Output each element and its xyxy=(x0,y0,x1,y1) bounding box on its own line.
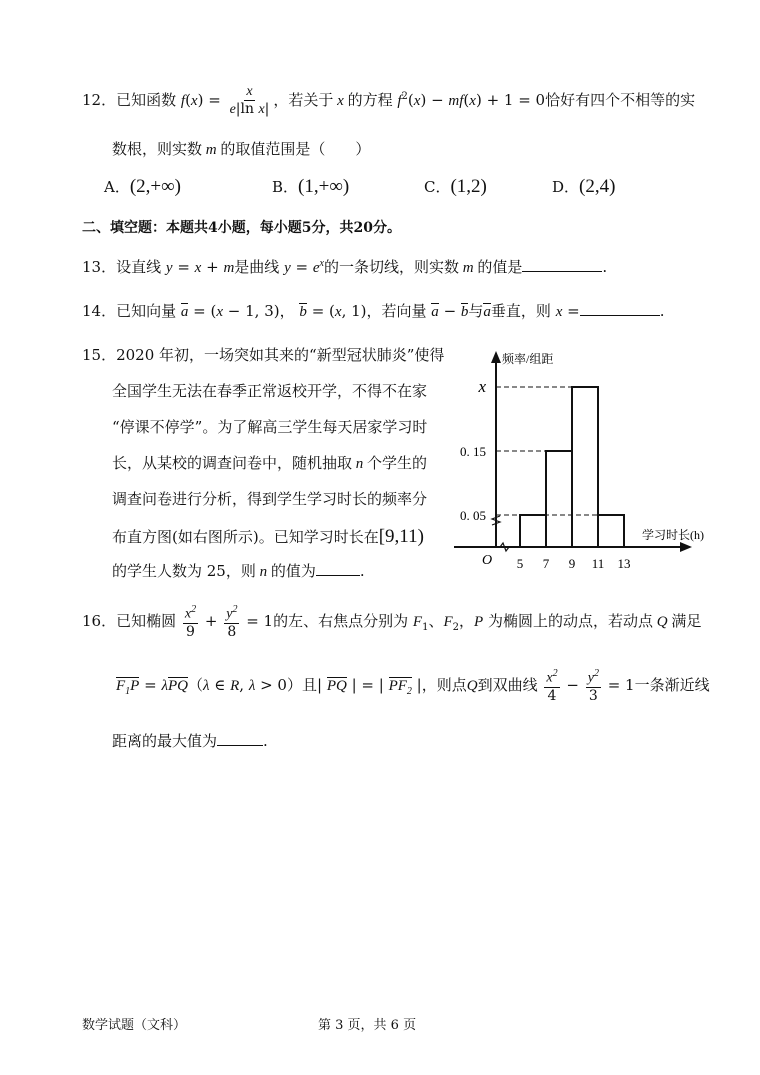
q16-end: . xyxy=(263,732,268,750)
q15-text: 的值为 xyxy=(270,562,316,580)
q15-line7: 的学生人数为 25，则 n 的值为 . xyxy=(112,562,365,580)
x-tick-label: 5 xyxy=(516,556,524,571)
q12-text6: 的取值范围是（ ） xyxy=(220,140,371,158)
q15-text: 2020 年初，一场突如其来的“新型冠状肺炎”使得 xyxy=(116,346,445,364)
q12-line1: 12．已知函数 f(x) = $\frac{x}{\text{e|ln x|}}$ ，若关于 x 的方程 $f^2(x) - mf(x) + 1 = 0$恰好有四个不相等的实 xyxy=(82,84,696,118)
option-value: (1,2) xyxy=(450,176,487,197)
q16-text2: 的左、右焦点分别为 xyxy=(273,611,409,630)
q15-line3: “停课不停学”。为了解高三学生每天居家学习时 xyxy=(112,418,428,436)
q14-text5: 垂直，则 xyxy=(490,302,551,320)
answer-blank xyxy=(580,315,660,316)
q12-option-a xyxy=(104,176,181,199)
q15-text: 长，从某校的调查问卷中，随机抽取 xyxy=(112,454,353,472)
option-label: A． xyxy=(104,178,130,196)
q16-line3 xyxy=(112,732,268,750)
q12-text5: 数根，则实数 xyxy=(112,140,203,158)
q13-text3: 的一条切线，则实数 xyxy=(324,258,460,276)
q16-text4: 满足 xyxy=(671,611,702,630)
y-tick-label: x xyxy=(478,377,486,396)
axis-break-y xyxy=(492,516,500,525)
q12-number: 12． xyxy=(82,91,117,110)
y-axis-label: 频率/组距 xyxy=(502,352,554,366)
q16-number: 16． xyxy=(82,611,117,630)
answer-blank xyxy=(522,271,602,272)
q15-end: . xyxy=(359,562,365,580)
q13-text4: 的值是 xyxy=(477,258,523,276)
q14: 14．已知向量 a = (x − 1, 3)， b = (x, 1)，若向量 a − b与a垂直，则 x = . xyxy=(82,302,665,320)
q15-line5: 调查问卷进行分析，得到学生学习时长的频率分 xyxy=(112,490,428,508)
q14-number: 14． xyxy=(82,302,117,320)
x-axis-arrow xyxy=(680,542,692,552)
histogram-bar xyxy=(572,387,598,547)
q13-text2: 是曲线 xyxy=(234,258,280,276)
y-axis-arrow xyxy=(491,351,501,363)
q13-number: 13． xyxy=(82,258,117,276)
answer-blank xyxy=(316,575,360,576)
q16-text8: 一条渐近线 xyxy=(634,675,710,694)
q15-text: 布直方图(如右图所示)。已知学习时长在 xyxy=(112,528,379,546)
q12-text3: 的方程 xyxy=(347,91,393,110)
option-label: C． xyxy=(424,178,451,196)
q15-line1 xyxy=(82,346,444,364)
x-tick-label: 11 xyxy=(591,556,605,571)
q15-number: 15． xyxy=(82,346,117,364)
q12-text2: ，若关于 xyxy=(273,91,334,110)
q15-text: 的学生人数为 25，则 xyxy=(112,562,256,580)
histogram-bar xyxy=(520,515,546,547)
q13-text1: 设直线 xyxy=(116,258,162,276)
q15-line2: 全国学生无法在春季正常返校开学，不得不在家 xyxy=(112,382,428,400)
q15-line6 xyxy=(112,526,424,549)
q13-end: . xyxy=(602,258,608,276)
footer-subject: 数学试题（文科） xyxy=(82,1018,187,1033)
q14-text2: ， xyxy=(279,302,295,320)
q16-text5: 且 xyxy=(301,675,317,694)
histogram-bar xyxy=(598,515,624,547)
q14-end: . xyxy=(659,302,665,320)
y-tick-label: 0. 15 xyxy=(460,444,486,459)
q12-option-c xyxy=(424,176,487,199)
q12-option-d xyxy=(552,176,615,199)
option-label: D． xyxy=(552,178,580,196)
q12-text4: 恰好有四个不相等的实 xyxy=(545,91,696,110)
option-label: B． xyxy=(272,178,299,196)
x-tick-label: 9 xyxy=(568,556,576,571)
q12-line2: 数根，则实数 m 的取值范围是（ ） xyxy=(112,140,371,158)
q16-text9: 距离的最大值为 xyxy=(112,732,218,750)
section-heading: 二、填空题：本题共4小题，每小题5分，共20分。 xyxy=(82,220,401,236)
histogram xyxy=(446,345,706,575)
origin-label: O xyxy=(482,553,493,568)
q14-text1: 已知向量 xyxy=(116,302,177,320)
x-tick-label: 13 xyxy=(617,556,631,571)
y-tick-label: 0. 05 xyxy=(460,508,486,523)
q12-fraction: $\frac{x}{\text{e|ln x|}}$ xyxy=(229,84,270,118)
q16-text3: 为椭圆上的动点，若动点 xyxy=(487,611,653,630)
x-tick-label: 7 xyxy=(542,556,550,571)
q16-text6: ，则点 xyxy=(421,675,467,694)
q12-text: 已知函数 xyxy=(116,91,177,110)
q13: 13．设直线 y = x + m是曲线 $y = e^x$的一条切线，则实数 m 的值是 . xyxy=(82,258,608,276)
q16-text1: 已知椭圆 xyxy=(116,611,177,630)
q15-text: 个学生的 xyxy=(367,454,428,472)
histogram-bar xyxy=(546,451,572,547)
option-value: (2,4) xyxy=(579,176,616,197)
x-axis-label: 学习时长(h) xyxy=(642,528,704,542)
interval-9-11: [9,11) xyxy=(378,526,424,547)
q16-line1: 16．已知椭圆 $\frac{x^2}{9}$ + $\frac{y^2}{8}$ = 1的左、右焦点分别为 $F_1$、$F_2$，P 为椭圆上的动点，若动点 Q 满足 xyxy=(82,604,702,640)
answer-blank xyxy=(217,745,263,746)
option-value: (2,+∞) xyxy=(129,176,182,197)
q16-line2: $F_1P = \lambda PQ(\lambda$ ∈ R, λ > 0）且| PQ | = | $PF_2$ |，则点Q到双曲线 $\frac{x^2}{4}$ − $\frac{y^2}{3}$ = 1一条渐近线 xyxy=(116,668,710,704)
q14-text3: ，若向量 xyxy=(366,302,427,320)
q16-text7: 到双曲线 xyxy=(477,675,538,694)
option-value: (1,+∞) xyxy=(298,176,350,197)
q14-text4: 与 xyxy=(468,302,484,320)
q15-line4: 长，从某校的调查问卷中，随机抽取 n 个学生的 xyxy=(112,454,428,472)
footer-page: 第 3 页，共 6 页 xyxy=(318,1018,417,1033)
q12-option-b xyxy=(272,176,349,199)
